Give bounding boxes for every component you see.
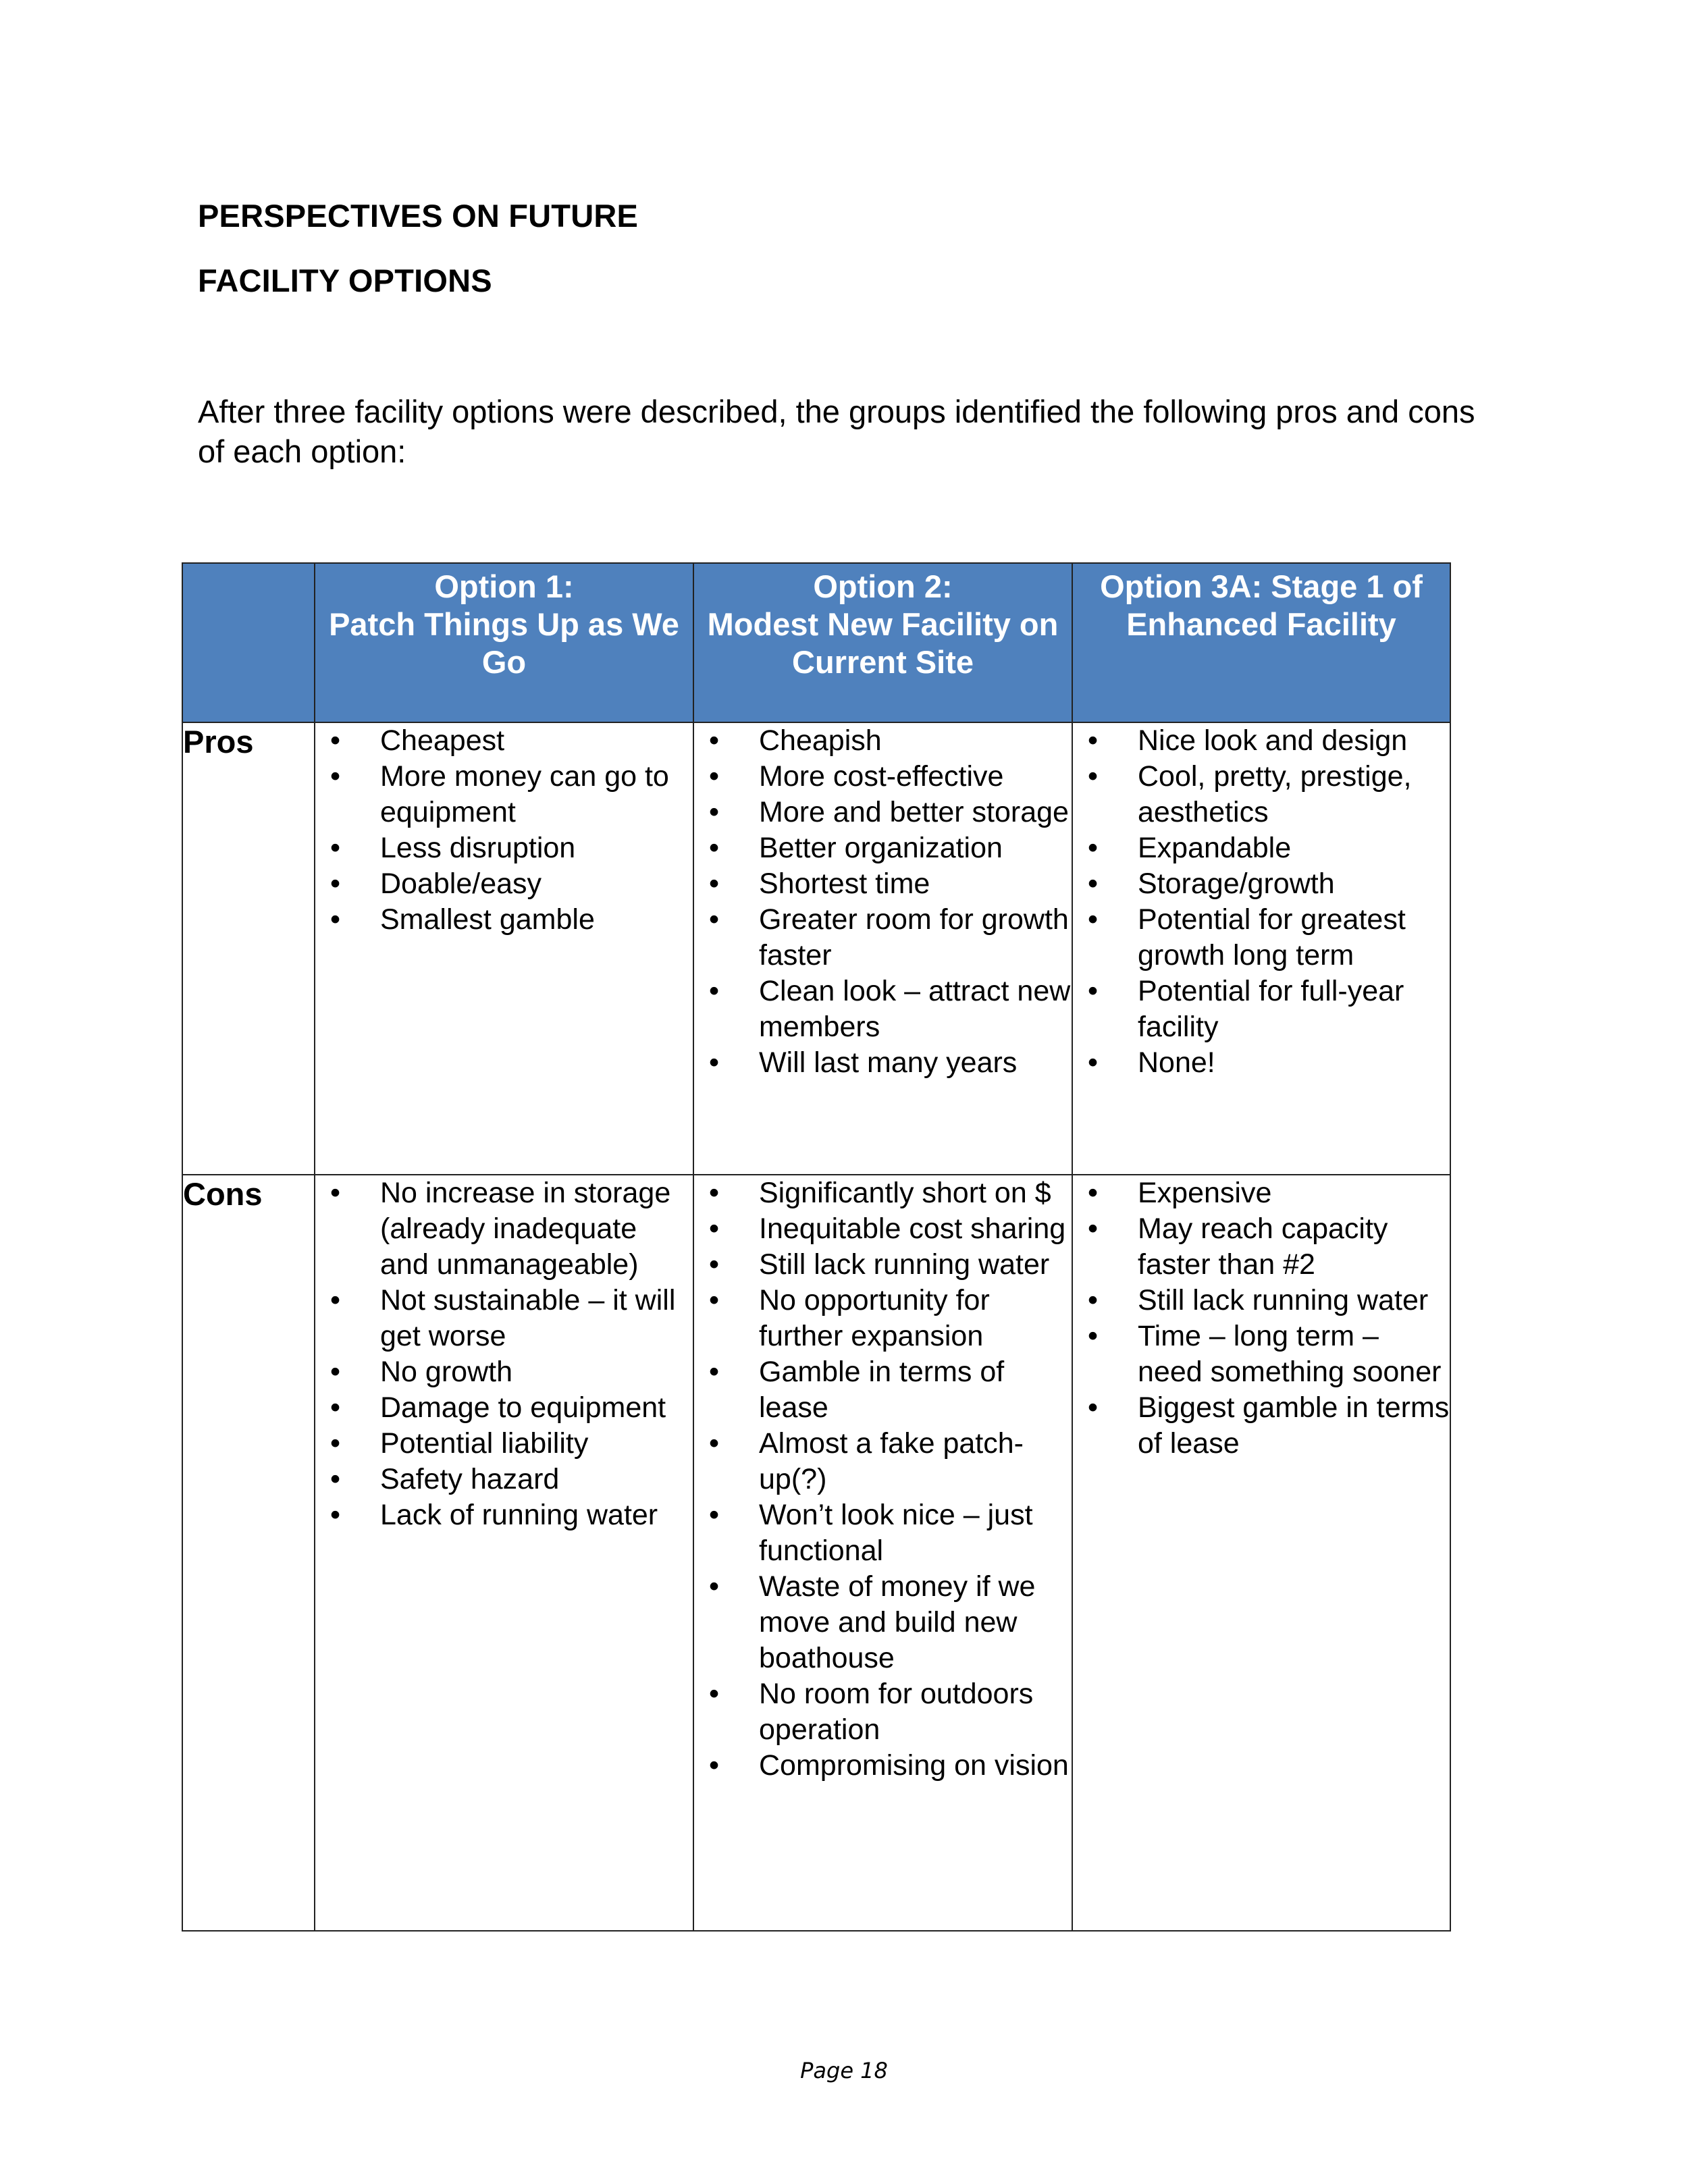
page-heading-line-2: FACILITY OPTIONS	[198, 263, 492, 298]
list-item: • Lack of running water	[315, 1497, 693, 1533]
table-cell	[1072, 722, 1450, 1175]
list-item: • Safety hazard	[315, 1462, 693, 1497]
list-item: • Potential for greatest growth long term	[1073, 902, 1450, 974]
intro-paragraph: After three facility options were described, the groups identified the following pros and cons of each option:	[198, 394, 1475, 469]
row-label: Pros	[182, 722, 315, 1175]
header-option-3a	[1072, 563, 1450, 722]
list-item: • Nice look and design	[1073, 723, 1450, 759]
list-item: • Expensive	[1073, 1175, 1450, 1211]
list-item: • Better organization	[694, 830, 1072, 866]
list-item: • Smallest gamble	[315, 902, 693, 938]
bullet-list	[694, 723, 1072, 1081]
list-item: • Significantly short on $	[694, 1175, 1072, 1211]
header-option-2-line-1: Option 2:	[813, 568, 953, 604]
list-item: • Almost a fake patch-up(?)	[694, 1426, 1072, 1497]
list-item: • Storage/growth	[1073, 866, 1450, 902]
bullet-list	[1073, 723, 1450, 1081]
list-item: • Potential liability	[315, 1426, 693, 1462]
list-item: • Cheapish	[694, 723, 1072, 759]
list-item: • Shortest time	[694, 866, 1072, 902]
table-cell	[1072, 1175, 1450, 1931]
options-table	[182, 562, 1451, 1932]
list-item: • No opportunity for further expansion	[694, 1283, 1072, 1354]
header-option-2	[693, 563, 1072, 722]
list-item: • None!	[1073, 1045, 1450, 1081]
bullet-list	[1073, 1175, 1450, 1462]
table-cell	[315, 1175, 693, 1931]
list-item: • Greater room for growth faster	[694, 902, 1072, 974]
header-option-1	[315, 563, 693, 722]
row-label: Cons	[182, 1175, 315, 1931]
list-item: • Inequitable cost sharing	[694, 1211, 1072, 1247]
list-item: • Potential for full-year facility	[1073, 974, 1450, 1045]
list-item: • Less disruption	[315, 830, 693, 866]
header-option-3a-line-1: Option 3A: Stage 1 of Enhanced Facility	[1100, 568, 1423, 642]
list-item: • No increase in storage (already inadequate and unmanageable)	[315, 1175, 693, 1283]
list-item: • Gamble in terms of lease	[694, 1354, 1072, 1426]
list-item: • No room for outdoors operation	[694, 1676, 1072, 1748]
page-number-footer: Page 18	[800, 2058, 888, 2083]
header-option-2-line-2: Modest New Facility on Current Site	[707, 606, 1059, 680]
header-option-1-line-1: Option 1:	[434, 568, 574, 604]
table-row-pros	[182, 722, 1450, 1175]
bullet-list	[315, 1175, 693, 1533]
list-item: • Not sustainable – it will get worse	[315, 1283, 693, 1354]
table-row-cons	[182, 1175, 1450, 1931]
list-item: • Doable/easy	[315, 866, 693, 902]
list-item: • Won’t look nice – just functional	[694, 1497, 1072, 1569]
list-item: • More money can go to equipment	[315, 759, 693, 830]
bullet-list	[315, 723, 693, 938]
list-item: • Still lack running water	[1073, 1283, 1450, 1319]
list-item: • Compromising on vision	[694, 1748, 1072, 1784]
table-header-row	[182, 563, 1450, 722]
header-corner-cell	[182, 563, 315, 722]
list-item: • May reach capacity faster than #2	[1073, 1211, 1450, 1283]
header-option-1-line-2: Patch Things Up as We Go	[329, 606, 679, 680]
list-item: • More and better storage	[694, 795, 1072, 830]
list-item: • Still lack running water	[694, 1247, 1072, 1283]
table-cell	[693, 722, 1072, 1175]
table-cell	[693, 1175, 1072, 1931]
list-item: • Cheapest	[315, 723, 693, 759]
table-cell	[315, 722, 693, 1175]
list-item: • Waste of money if we move and build new boathouse	[694, 1569, 1072, 1676]
list-item: • Expandable	[1073, 830, 1450, 866]
bullet-list	[694, 1175, 1072, 1784]
list-item: • Damage to equipment	[315, 1390, 693, 1426]
list-item: • Time – long term – need something sooner	[1073, 1319, 1450, 1390]
list-item: • Clean look – attract new members	[694, 974, 1072, 1045]
list-item: • Biggest gamble in terms of lease	[1073, 1390, 1450, 1462]
list-item: • Will last many years	[694, 1045, 1072, 1081]
table-body	[182, 722, 1450, 1931]
list-item: • No growth	[315, 1354, 693, 1390]
list-item: • More cost-effective	[694, 759, 1072, 795]
list-item: • Cool, pretty, prestige, aesthetics	[1073, 759, 1450, 830]
page-heading-line-1: PERSPECTIVES ON FUTURE	[198, 198, 639, 234]
